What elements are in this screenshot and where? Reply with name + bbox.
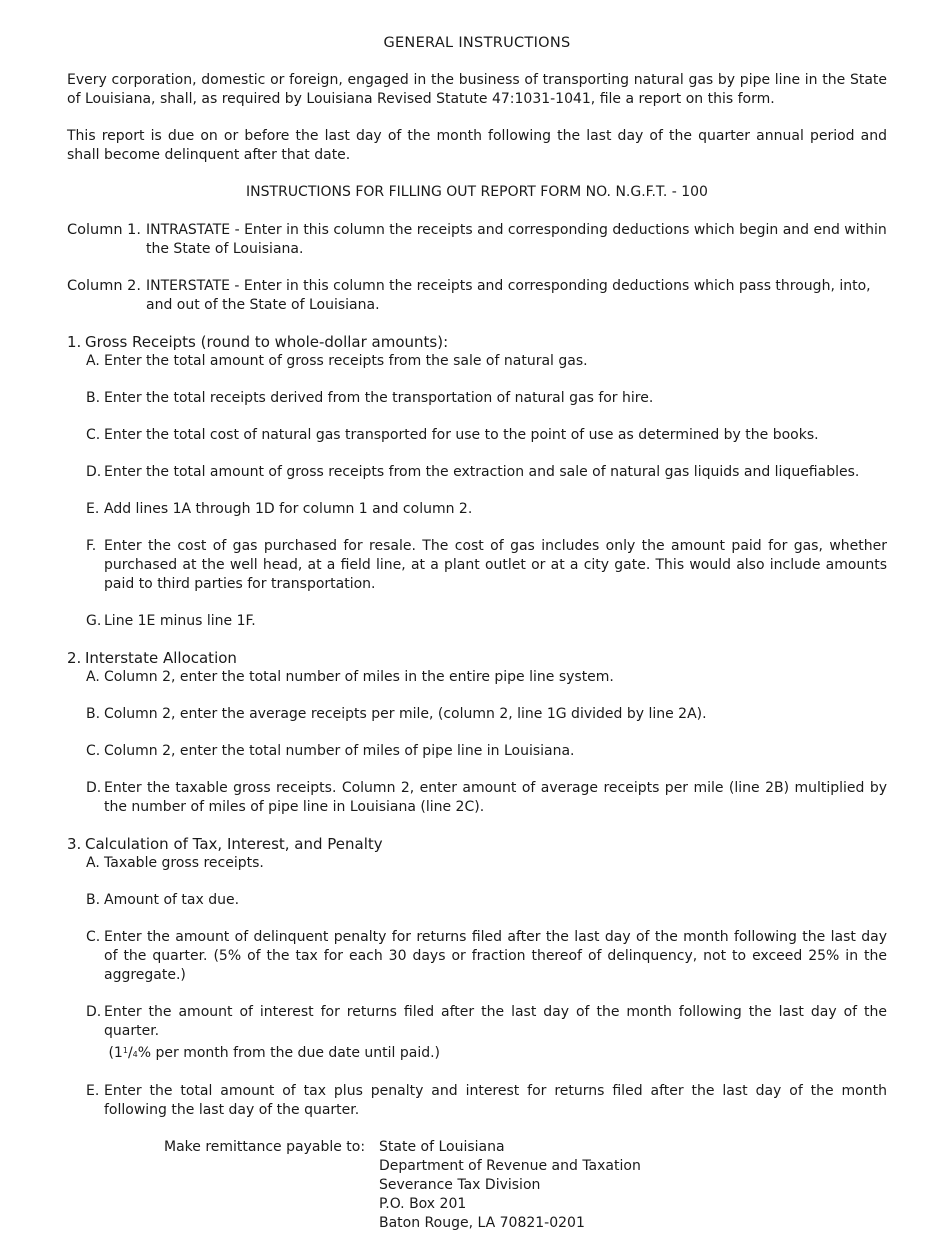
column-2-instruction [67,277,887,315]
item-text-main: Enter the amount of interest for returns filed after the last day of the month following the last day of the quarter. [104,1004,887,1039]
list-item [67,705,887,724]
section-title: Interstate Allocation [85,649,237,667]
section-heading [67,649,887,668]
item-text: Column 2, enter the average receipts per mile, (column 2, line 1G divided by line 2A). [104,706,707,722]
item-text: Taxable gross receipts. [104,855,264,871]
item-letter: D. [86,780,102,796]
section-heading [67,333,887,352]
column-text: INTRASTATE - Enter in this column the receipts and corresponding deductions which begin and end within the State of Louisiana. [146,222,887,257]
item-letter: B. [86,706,101,722]
list-item [67,389,887,408]
interest-rate-numerator: 1 [122,1046,128,1055]
address-line: Baton Rouge, LA 70821-0201 [379,1215,585,1231]
column-text: INTERSTATE - Enter in this column the receipts and corresponding deductions which pass through, into, and out of the State of Louisiana. [146,278,871,313]
item-letter: A. [86,353,100,369]
address-line: Severance Tax Division [379,1177,541,1193]
section-number: 2. [67,649,82,667]
address-line: State of Louisiana [379,1139,505,1155]
section-number: 3. [67,835,82,853]
item-letter: E. [86,501,100,517]
item-letter: C. [86,743,101,759]
instructions-page [67,34,887,1233]
list-item [67,1003,887,1064]
remittance-address [379,1138,641,1233]
section-interstate-allocation [67,649,887,817]
list-item [67,426,887,445]
list-item [67,463,887,482]
page-title: GENERAL INSTRUCTIONS [383,35,571,51]
item-letter: F. [86,538,97,554]
item-text: Enter the amount of delinquent penalty for returns filed after the last day of the month following the last day of the quarter. (5% of the tax for each 30 days or fraction thereof of delinquency, not to exceed 25% in the aggregate.) [104,929,887,983]
item-text: Enter the taxable gross receipts. Column 2, enter amount of average receipts per mile (line 2B) multiplied by the number of miles of pipe line in Louisiana (line 2C). [104,780,887,815]
interest-rate-denominator: 4 [132,1050,138,1059]
item-letter: E. [86,1083,100,1099]
item-letter: G. [86,613,102,629]
list-item [67,742,887,761]
item-letter: C. [86,929,101,945]
item-letter: C. [86,427,101,443]
item-text: Enter the total amount of gross receipts from the extraction and sale of natural gas liquids and liquefiables. [104,464,860,480]
list-item [67,668,887,687]
item-text: Amount of tax due. [104,892,240,908]
section-tax-calculation [67,835,887,1120]
column-label: Column 1. [67,222,141,238]
item-letter: D. [86,464,102,480]
list-item [67,779,887,817]
item-letter: D. [86,1004,102,1020]
remittance-label: Make remittance payable to: [164,1139,366,1155]
remittance-block [67,1138,887,1233]
item-text: Enter the total receipts derived from the transportation of natural gas for hire. [104,390,654,406]
item-text: Enter the amount of interest for returns filed after the last day of the month following the last day of the quarter. ($1^1/4\%$ per month from the due date until paid.) [104,1004,887,1061]
item-letter: A. [86,669,100,685]
list-item [67,612,887,631]
column-1-instruction [67,221,887,259]
form-instructions-title: INSTRUCTIONS FOR FILLING OUT REPORT FORM NO. N.G.F.T. - 100 [246,184,708,200]
item-text: Enter the cost of gas purchased for resale. The cost of gas includes only the amount paid for gas, whether purchased at the well head, at a field line, at a plant outlet or at a city gate. This would also include amounts paid to third parties for transportation. [104,538,887,592]
section-title: Gross Receipts (round to whole-dollar amounts): [85,333,449,351]
column-label: Column 2. [67,278,141,294]
intro-paragraph-1: Every corporation, domestic or foreign, engaged in the business of transporting natural gas by pipe line in the State of Louisiana, shall, as required by Louisiana Revised Statute 47:1031-1041, file a report on this form. [67,72,887,107]
list-item [67,537,887,594]
item-text: Column 2, enter the total number of miles of pipe line in Louisiana. [104,743,575,759]
address-line: Department of Revenue and Taxation [379,1158,641,1174]
list-item [67,891,887,910]
intro-paragraph-2: This report is due on or before the last day of the month following the last day of the quarter annual period and shall become delinquent after that date. [67,128,887,163]
item-text: Enter the total amount of tax plus penalty and interest for returns filed after the last day of the month following the last day of the quarter. [104,1083,887,1118]
list-item [67,854,887,873]
section-number: 1. [67,333,82,351]
address-line: P.O. Box 201 [379,1196,467,1212]
item-text: Enter the total amount of gross receipts from the sale of natural gas. [104,353,588,369]
section-heading [67,835,887,854]
item-text: Column 2, enter the total number of miles in the entire pipe line system. [104,669,614,685]
list-item [67,1082,887,1120]
list-item [67,352,887,371]
list-item [67,500,887,519]
item-letter: A. [86,855,100,871]
interest-rate-whole: 1 [113,1045,123,1061]
interest-rate-tail: % per month from the due date until paid.) [137,1045,441,1061]
section-title: Calculation of Tax, Interest, and Penalty [85,835,383,853]
section-gross-receipts [67,333,887,631]
item-letter: B. [86,892,101,908]
item-text: Line 1E minus line 1F. [104,613,256,629]
item-text: Add lines 1A through 1D for column 1 and column 2. [104,501,473,517]
list-item [67,928,887,985]
item-text: Enter the total cost of natural gas transported for use to the point of use as determined by the books. [104,427,819,443]
item-letter: B. [86,390,101,406]
